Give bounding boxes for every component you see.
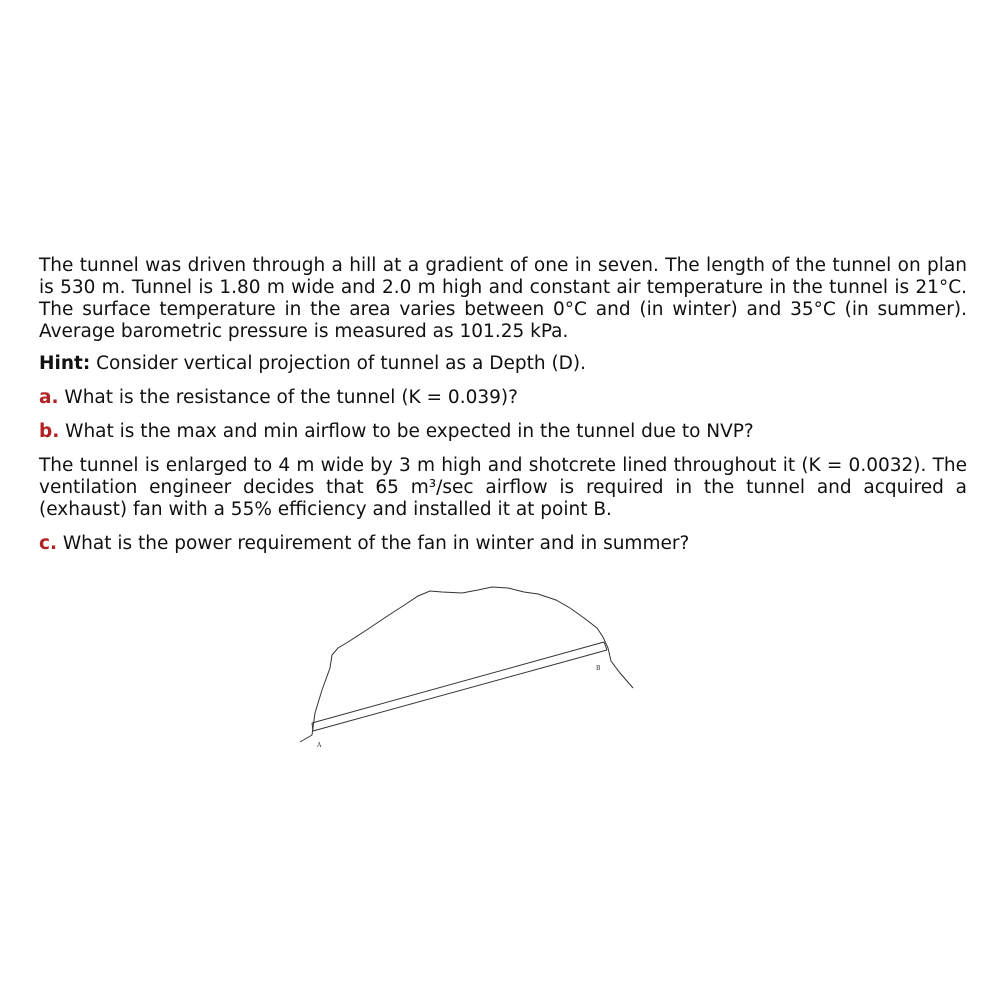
tunnel-sketch-svg bbox=[280, 585, 660, 765]
question-a-label: a. bbox=[39, 387, 59, 408]
hill-outline bbox=[300, 587, 633, 742]
tunnel-lower-line bbox=[313, 650, 607, 731]
question-a bbox=[39, 387, 967, 409]
hint-line bbox=[39, 353, 967, 375]
question-b-text: What is the max and min airflow to be expected in the tunnel due to NVP? bbox=[59, 421, 754, 442]
hint-label: Hint: bbox=[39, 353, 91, 374]
question-b bbox=[39, 421, 967, 443]
question-c bbox=[39, 533, 967, 555]
point-b-label: B bbox=[596, 665, 601, 672]
tunnel-cap-a bbox=[312, 723, 313, 731]
enlarged-tunnel-paragraph: The tunnel is enlarged to 4 m wide by 3 m high and shotcrete lined throughout it (K = 0.0032). The ventilation engineer decides that 65 m³/sec airflow is required in the tunnel and acquired a (exhaust) fan with a 55% efficiency and installed it at point B. bbox=[39, 455, 967, 520]
problem-intro: The tunnel was driven through a hill at a gradient of one in seven. The length of the tunnel on plan is 530 m. Tunnel is 1.80 m wide and 2.0 m high and constant air temperature in the tunnel is 21°C. The surface temperature in the area varies between 0°C and (in winter) and 35°C (in summer). Average barometric pressure is measured as 101.25 kPa. bbox=[39, 255, 967, 342]
tunnel-upper-line bbox=[312, 642, 604, 723]
question-c-text: What is the power requirement of the fan in winter and in summer? bbox=[57, 533, 690, 554]
hint-text: Consider vertical projection of tunnel as a Depth (D). bbox=[90, 353, 587, 374]
question-b-label: b. bbox=[39, 421, 60, 442]
point-a-label: A bbox=[317, 742, 322, 749]
question-a-text: What is the resistance of the tunnel (K = 0.039)? bbox=[58, 387, 518, 408]
problem-statement bbox=[39, 255, 967, 567]
tunnel-sketch bbox=[280, 585, 660, 765]
question-c-label: c. bbox=[39, 533, 57, 554]
